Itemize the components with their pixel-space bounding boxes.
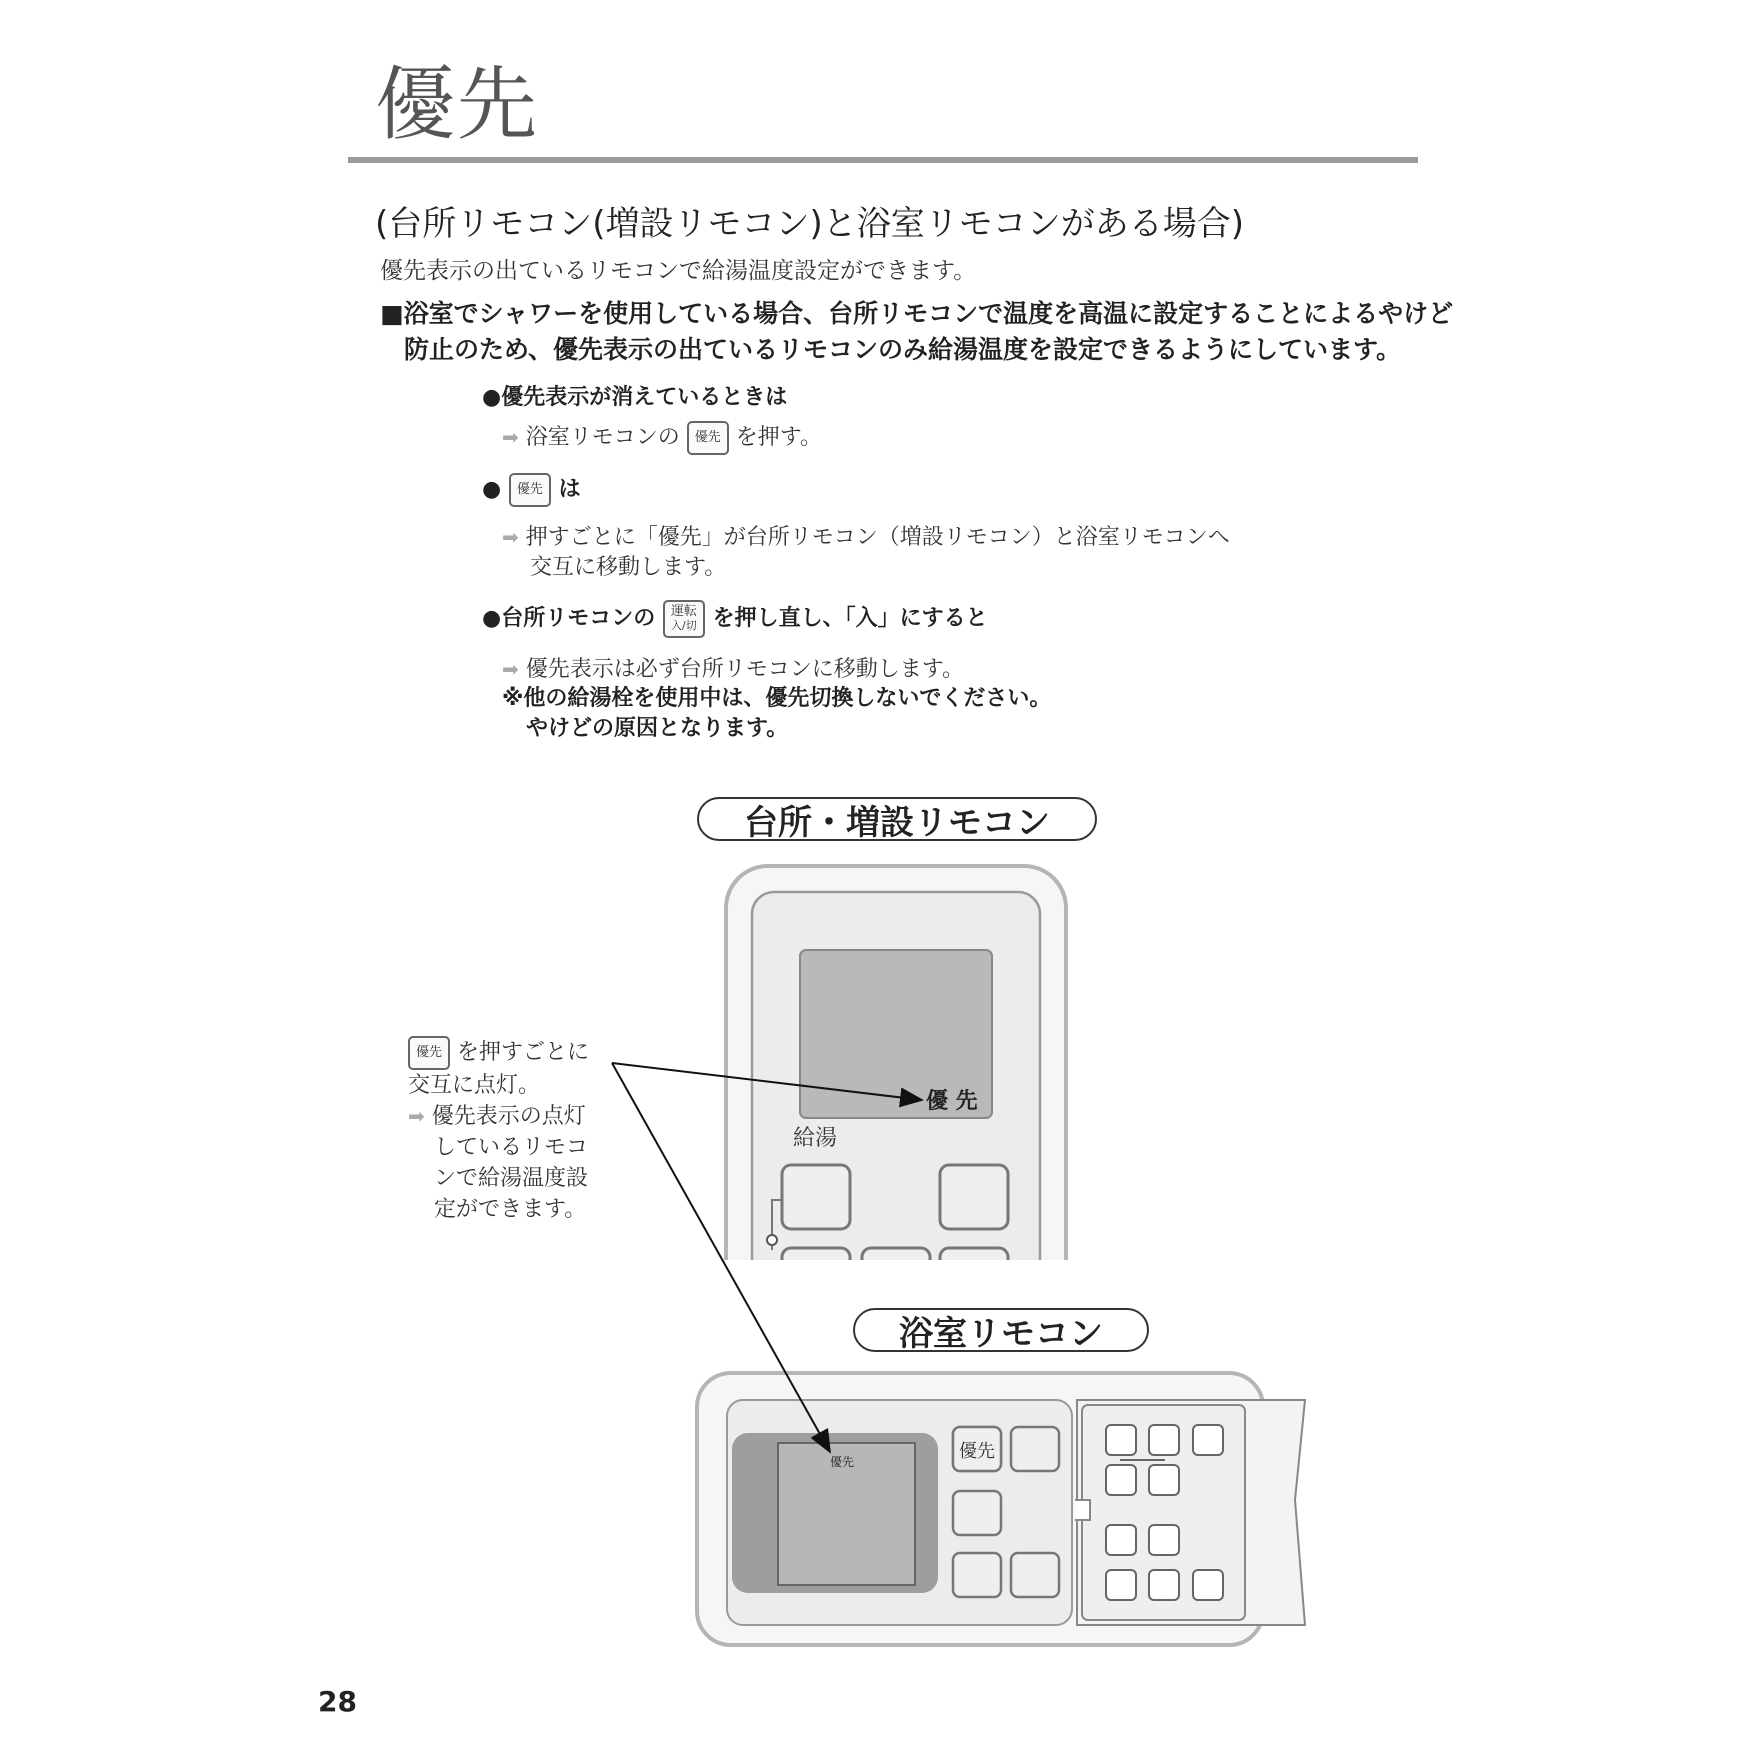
callout-text: 優先 を押すごとに 交互に点灯。 ➡ 優先表示の点灯 しているリモコ ンで給湯温度設 定ができます。 xyxy=(408,1036,589,1225)
bullet-power-key: ●台所リモコンの 運転 入/切 を押し直し、「入」にすると xyxy=(482,600,988,638)
page-title: 優先 xyxy=(375,58,539,151)
bullet-priority-key: ● 優先 は xyxy=(482,472,581,507)
page-number: 28 xyxy=(318,1685,357,1718)
bath-remote xyxy=(697,1373,1305,1645)
bath-remote-label: 浴室リモコン xyxy=(853,1308,1149,1352)
power-key-icon: 運転 入/切 xyxy=(663,600,705,638)
kitchen-priority-indicator: 優 先 xyxy=(926,1089,978,1114)
warning-text: ※他の給湯栓を使用中は、優先切換しないでください。 やけどの原因となります。 xyxy=(502,686,1052,741)
kitchen-remote xyxy=(726,866,1066,1346)
bullet-power-key-sub: ➡ 優先表示は必ず台所リモコンに移動します。 xyxy=(502,657,965,682)
arrow-right-icon: ➡ xyxy=(502,525,519,549)
priority-key-icon: 優先 xyxy=(687,421,729,455)
priority-key-icon: 優先 xyxy=(509,473,551,507)
bath-priority-button-label: 優先 xyxy=(959,1441,995,1462)
arrow-right-icon: ➡ xyxy=(408,1104,425,1128)
bath-priority-indicator: 優先 xyxy=(829,1455,855,1469)
notice-line-2: 防止のため、優先表示の出ているリモコンのみ給湯温度を設定できるようにしています。 xyxy=(404,335,1402,364)
section-heading: (台所リモコン(増設リモコン)と浴室リモコンがある場合) xyxy=(375,204,1245,244)
priority-key-icon: 優先 xyxy=(408,1036,450,1070)
bullet-priority-key-sub: ➡ 押すごとに「優先」が台所リモコン（増設リモコン）と浴室リモコンへ 交互に移動します。 xyxy=(502,525,1230,580)
arrow-right-icon: ➡ xyxy=(502,425,519,449)
kitchen-remote-label: 台所・増設リモコン xyxy=(697,797,1097,841)
bullet-priority-off-sub: ➡ 浴室リモコンの 優先 を押す。 xyxy=(502,420,822,455)
notice-line-1: ■浴室でシャワーを使用している場合、台所リモコンで温度を高温に設定することによるやけど xyxy=(380,299,1454,328)
arrow-right-icon: ➡ xyxy=(502,657,519,681)
bullet-priority-off: ●優先表示が消えているときは xyxy=(482,385,788,410)
kitchen-hot-water-label: 給湯 xyxy=(793,1126,838,1151)
intro-text: 優先表示の出ているリモコンで給湯温度設定ができます。 xyxy=(380,258,977,284)
